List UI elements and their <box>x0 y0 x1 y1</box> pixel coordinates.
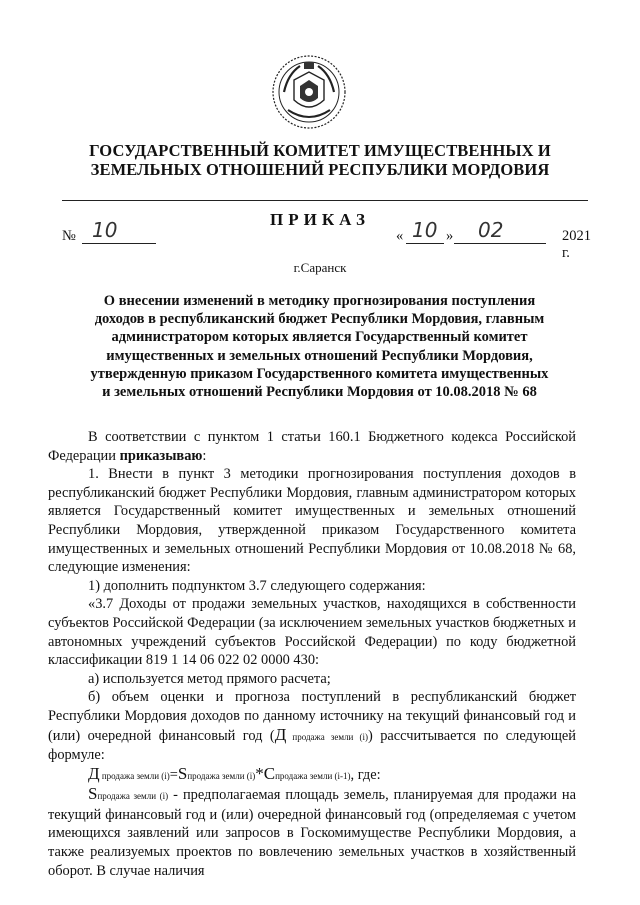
paragraph-b-text: б) объем оценки и прогноза поступлений в республиканский бюджет Республики Мордовия доходов по данному источнику на текущий финансовый год и (или) очередной финансовый год ( <box>48 689 576 744</box>
order-month-handwritten: 02 <box>478 218 504 242</box>
org-line-2: ЗЕМЕЛЬНЫХ ОТНОШЕНИЙ РЕСПУБЛИКИ МОРДОВИЯ <box>90 160 550 179</box>
definition-text: - предполагаемая площадь земель, планируемая для продажи на текущий финансовый год и (или) очередной финансовый год (определяемая с учетом имеющихся заявлений или запросов в Госкомимуществе Республики Мордовия, а также реализуемых проектов по вовлечению земельных участков в хозяйственный оборот. В случае наличия <box>48 787 576 879</box>
document-body <box>48 428 576 880</box>
title-line-2: доходов в республиканский бюджет Республики Мордовия, главным <box>94 311 545 328</box>
definition-s: S <box>88 784 98 804</box>
formula-c-subscript: продажа земли (i-1) <box>275 770 351 781</box>
formula-d-subscript: продажа земли (i) <box>99 770 170 781</box>
city: г.Саранск <box>293 260 347 275</box>
organization-name <box>0 141 640 179</box>
title-line-3: администратором которых является Государственный комитет <box>111 329 528 346</box>
document-title <box>62 292 577 401</box>
preamble-bold-word: приказываю <box>119 447 203 464</box>
preamble-colon: : <box>202 447 207 464</box>
symbol-d-subscript: продажа земли (i) <box>286 731 368 742</box>
paragraph-item-1: 1. Внести в пункт 3 методики прогнозирования поступления доходов в республиканский бюджет Республики Мордовия, главным администратором которых является Государственный комитет имущественных и земельных отношений Республики Мордовия, утвержденной приказом Государственного комитета имущественных и земельных отношений Республики Мордовия от 10.08.2018 № 68, следующие изменения: <box>48 466 576 576</box>
coat-of-arms-emblem <box>270 52 348 132</box>
title-line-5: утвержденную приказом Государственного комитета имущественных <box>90 365 549 382</box>
formula-d: Д <box>88 763 100 783</box>
day-underline <box>406 243 444 244</box>
order-year: 2021 г. <box>562 228 591 261</box>
paragraph-s-definition <box>48 785 576 880</box>
header-divider <box>62 200 588 201</box>
paragraph-subitem-1: 1) дополнить подпунктом 3.7 следующего содержания: <box>88 577 426 594</box>
paragraph-b-end: ) рассчитывается по следующей формуле: <box>48 727 576 764</box>
document-type: ПРИКАЗ <box>270 210 370 229</box>
quote-open: « <box>396 228 404 244</box>
formula-c: C <box>263 763 276 783</box>
paragraph-preamble <box>48 428 576 465</box>
formula-multiply: * <box>255 763 264 783</box>
formula-s: S <box>177 763 188 783</box>
formula <box>48 765 576 786</box>
definition-s-subscript: продажа земли (i) <box>97 791 169 802</box>
title-line-1: О внесении изменений в методику прогнозирования поступления <box>103 293 536 309</box>
paragraph-a: а) используется метод прямого расчета; <box>88 670 331 687</box>
order-number-handwritten: 10 <box>92 218 118 242</box>
paragraph-b <box>48 688 576 764</box>
formula-equals: = <box>169 766 178 783</box>
symbol-d: Д <box>274 724 287 744</box>
formula-s-subscript: продажа земли (i) <box>187 770 256 781</box>
order-day-handwritten: 10 <box>412 218 438 242</box>
number-underline <box>82 243 156 244</box>
formula-tail: , где: <box>350 766 381 783</box>
title-line-6: и земельных отношений Республики Мордовия от 10.08.2018 № 68 <box>102 384 537 401</box>
quote-close: » <box>446 228 454 244</box>
number-label: № <box>62 228 76 244</box>
paragraph-3-7: «3.7 Доходы от продажи земельных участков, находящихся в собственности субъектов Российской Федерации (за исключением земельных участков бюджетных и автономных учреждений субъектов Российской Федерации) по коду бюджетной классификации 819 1 14 06 022 02 0000 430: <box>48 596 576 669</box>
month-underline <box>454 243 546 244</box>
title-line-4: имущественных и земельных отношений Республики Мордовия, <box>106 347 533 364</box>
preamble-text: В соответствии с пунктом 1 статьи 160.1 Бюджетного кодекса Российской Федерации <box>48 429 576 464</box>
org-line-1: ГОСУДАРСТВЕННЫЙ КОМИТЕТ ИМУЩЕСТВЕННЫХ И <box>89 141 551 160</box>
